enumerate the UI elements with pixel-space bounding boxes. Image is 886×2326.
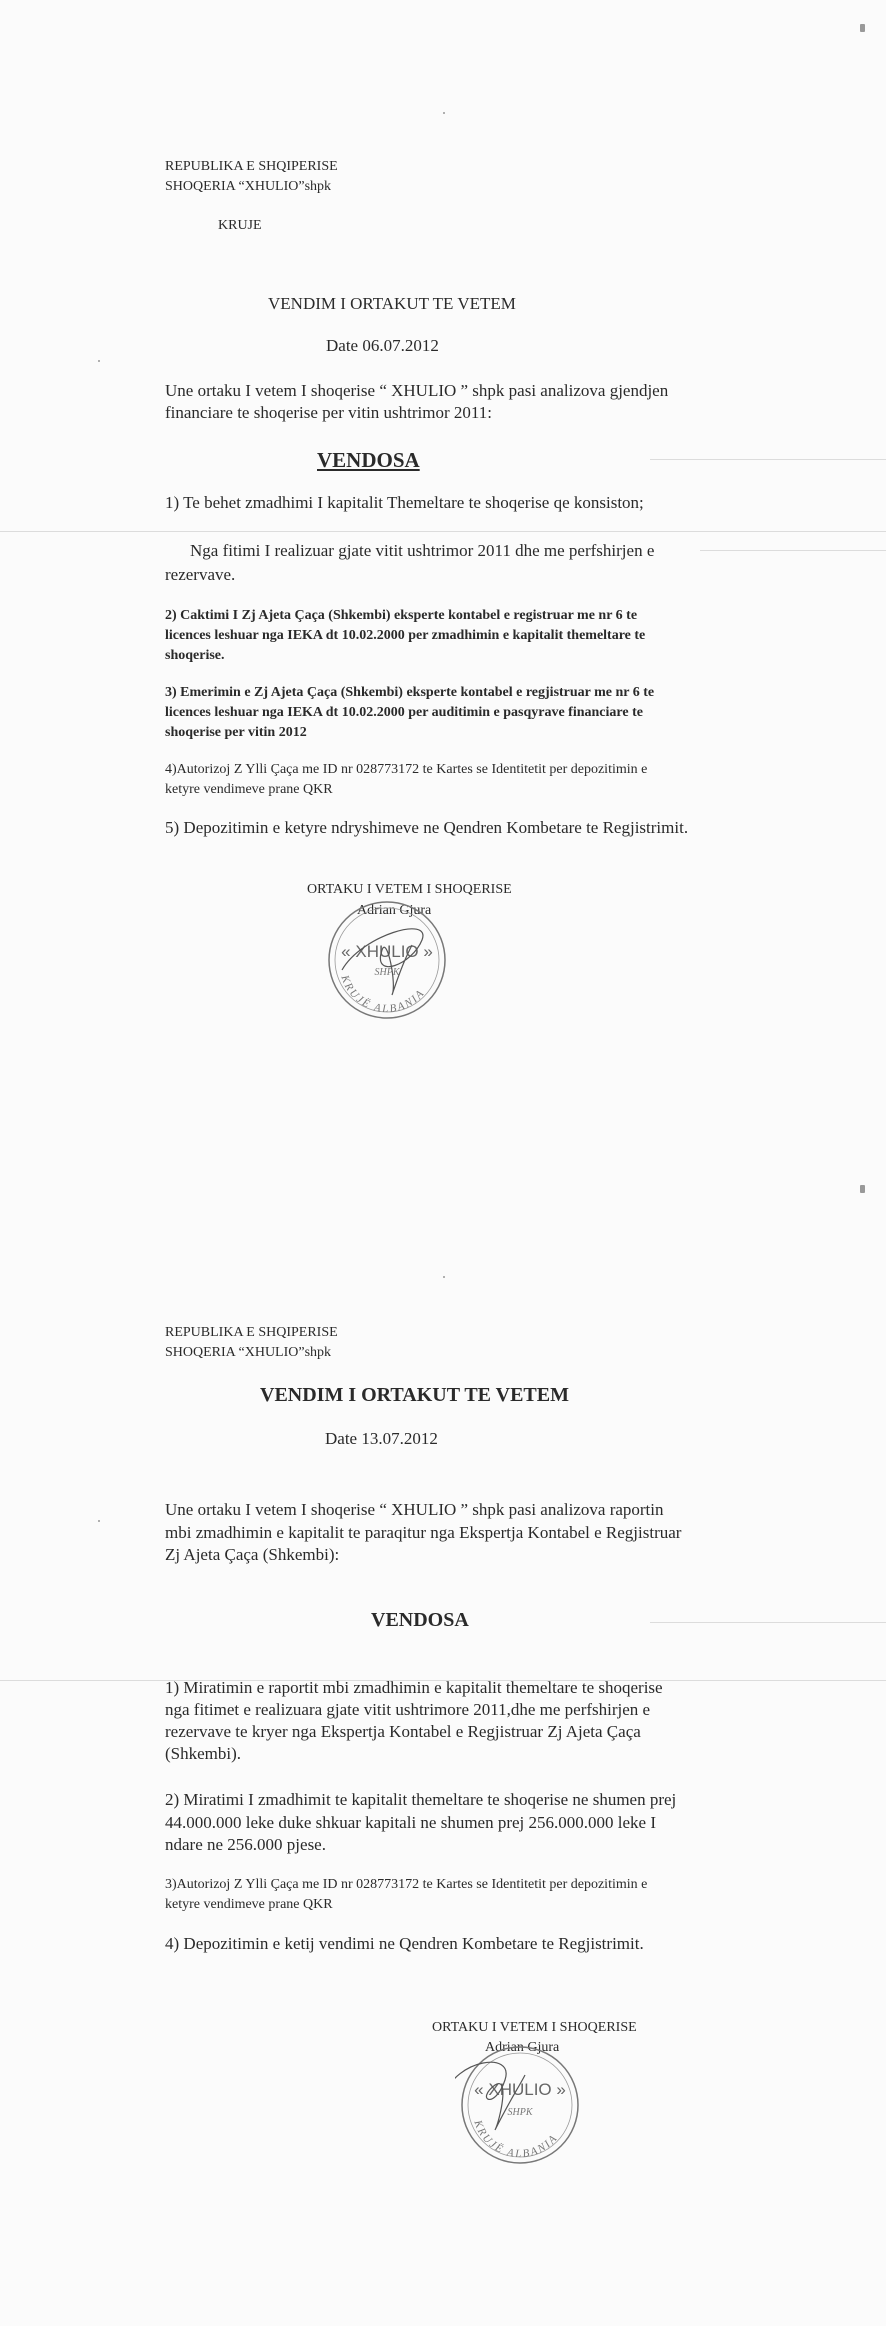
item-line: 2) Caktimi I Zj Ajeta Çaça (Shkembi) eksperte kontabel e registruar me nr 6 te: [165, 608, 638, 623]
item-1: 1) Te behet zmadhimi I kapitalit Themeltare te shoqerise qe konsiston;: [165, 493, 644, 512]
header-company: SHOQERIA “XHULIO”shpk: [165, 1345, 332, 1360]
stamp-type: SHPK: [374, 967, 400, 978]
decision-heading: VENDOSA: [317, 448, 420, 472]
intro-paragraph: [165, 1499, 735, 1567]
intro-line: Une ortaku I vetem I shoqerise “ XHULIO ” shpk pasi analizova raportin: [165, 1500, 664, 1519]
company-stamp: [455, 2040, 585, 2170]
item-line: 3)Autorizoj Z Ylli Çaça me ID nr 028773172 te Kartes se Identitetit per depozitimin e: [165, 1877, 648, 1892]
item-4: [165, 760, 735, 800]
item-line: 2) Miratimi I zmadhimit te kapitalit themeltare te shoqerise ne shumen prej: [165, 1790, 677, 1809]
intro-line: financiare te shoqerise per vitin ushtrimor 2011:: [165, 403, 493, 422]
document-date: Date 13.07.2012: [325, 1429, 438, 1448]
item-line: rezervave.: [165, 565, 236, 584]
svg-text:KRUJË ALBANIA: [338, 973, 427, 1015]
item-line: 4)Autorizoj Z Ylli Çaça me ID nr 028773172 te Kartes se Identitetit per depozitimin e: [165, 762, 648, 777]
signature-title: ORTAKU I VETEM I SHOQERISE: [307, 882, 512, 897]
company-stamp: [322, 895, 452, 1025]
item-line: Nga fitimi I realizuar gjate vitit ushtrimor 2011 dhe me perfshirjen e: [190, 541, 655, 560]
scan-speck: [443, 112, 445, 114]
header-company: SHOQERIA “XHULIO”shpk: [165, 179, 332, 194]
stamp-location: KRUJË ALBANIA: [338, 973, 428, 1016]
header-republic: REPUBLIKA E SHQIPERISE: [165, 159, 338, 174]
scan-line: [650, 459, 886, 460]
scan-speck: [443, 1276, 445, 1278]
item-5: 5) Depozitimin e ketyre ndryshimeve ne Qendren Kombetare te Regjistrimit.: [165, 818, 689, 837]
item-1: [165, 1677, 735, 1765]
scan-speck: [98, 360, 100, 362]
scan-line: [0, 531, 886, 532]
item-line: shoqerise per vitin 2012: [165, 725, 307, 740]
intro-line: Une ortaku I vetem I shoqerise “ XHULIO ” shpk pasi analizova gjendjen: [165, 381, 669, 400]
item-2: [165, 606, 735, 666]
signature-title: ORTAKU I VETEM I SHOQERISE: [432, 2020, 637, 2035]
document-title: VENDIM I ORTAKUT TE VETEM: [260, 1384, 569, 1406]
item-line: shoqerise.: [165, 648, 225, 663]
signature-name: Adrian Gjura: [485, 2040, 560, 2055]
intro-line: Zj Ajeta Çaça (Shkembi):: [165, 1545, 340, 1564]
item-2: [165, 1789, 735, 1857]
scan-line: [650, 1622, 886, 1623]
scan-speck: [860, 1185, 865, 1193]
item-line: licences leshuar nga IEKA dt 10.02.2000 per auditimin e pasqyrave financiare te: [165, 705, 643, 720]
item-line: ketyre vendimeve prane QKR: [165, 1897, 333, 1912]
document-title: VENDIM I ORTAKUT TE VETEM: [268, 294, 516, 313]
scan-speck: [860, 24, 865, 32]
signature-name: Adrian Gjura: [357, 903, 432, 918]
item-3: [165, 683, 735, 743]
item-line: 1) Miratimin e raportit mbi zmadhimin e kapitalit themeltare te shoqerise: [165, 1678, 663, 1697]
intro-line: mbi zmadhimin e kapitalit te paraqitur nga Ekspertja Kontabel e Regjistruar: [165, 1522, 682, 1542]
item-line: (Shkembi).: [165, 1744, 242, 1763]
decision-heading: VENDOSA: [371, 1609, 469, 1631]
scan-speck: [98, 1520, 100, 1522]
item-line: rezervave te kryer nga Ekspertja Kontabel e Regjistruar Zj Ajeta Çaça: [165, 1722, 641, 1741]
item-1-detail: [165, 539, 735, 587]
item-line: 3) Emerimin e Zj Ajeta Çaça (Shkembi) eksperte kontabel e regjistruar me nr 6 te: [165, 685, 655, 700]
item-3: [165, 1875, 735, 1915]
item-line: ketyre vendimeve prane QKR: [165, 782, 333, 797]
item-line: ndare ne 256.000 pjese.: [165, 1835, 326, 1854]
item-line: nga fitimet e realizuara gjate vitit ushtrimore 2011,dhe me perfshirjen e: [165, 1700, 651, 1719]
header-republic: REPUBLIKA E SHQIPERISE: [165, 1325, 338, 1340]
stamp-name: « XHULIO »: [341, 942, 433, 961]
stamp-name: « XHULIO »: [474, 2080, 566, 2099]
header-city: KRUJE: [218, 218, 262, 233]
svg-text:KRUJË ALBANIA: [471, 2118, 560, 2160]
item-line: licences leshuar nga IEKA dt 10.02.2000 per zmadhimin e kapitalit themeltare te: [165, 628, 646, 643]
stamp-location: KRUJË ALBANIA: [471, 2118, 561, 2161]
item-line: 44.000.000 leke duke shkuar kapitali ne shumen prej 256.000.000 leke I: [165, 1812, 656, 1832]
stamp-type: SHPK: [507, 2107, 533, 2118]
intro-paragraph: [165, 380, 735, 424]
document-date: Date 06.07.2012: [326, 336, 439, 355]
item-4: 4) Depozitimin e ketij vendimi ne Qendren Kombetare te Regjistrimit.: [165, 1934, 644, 1953]
